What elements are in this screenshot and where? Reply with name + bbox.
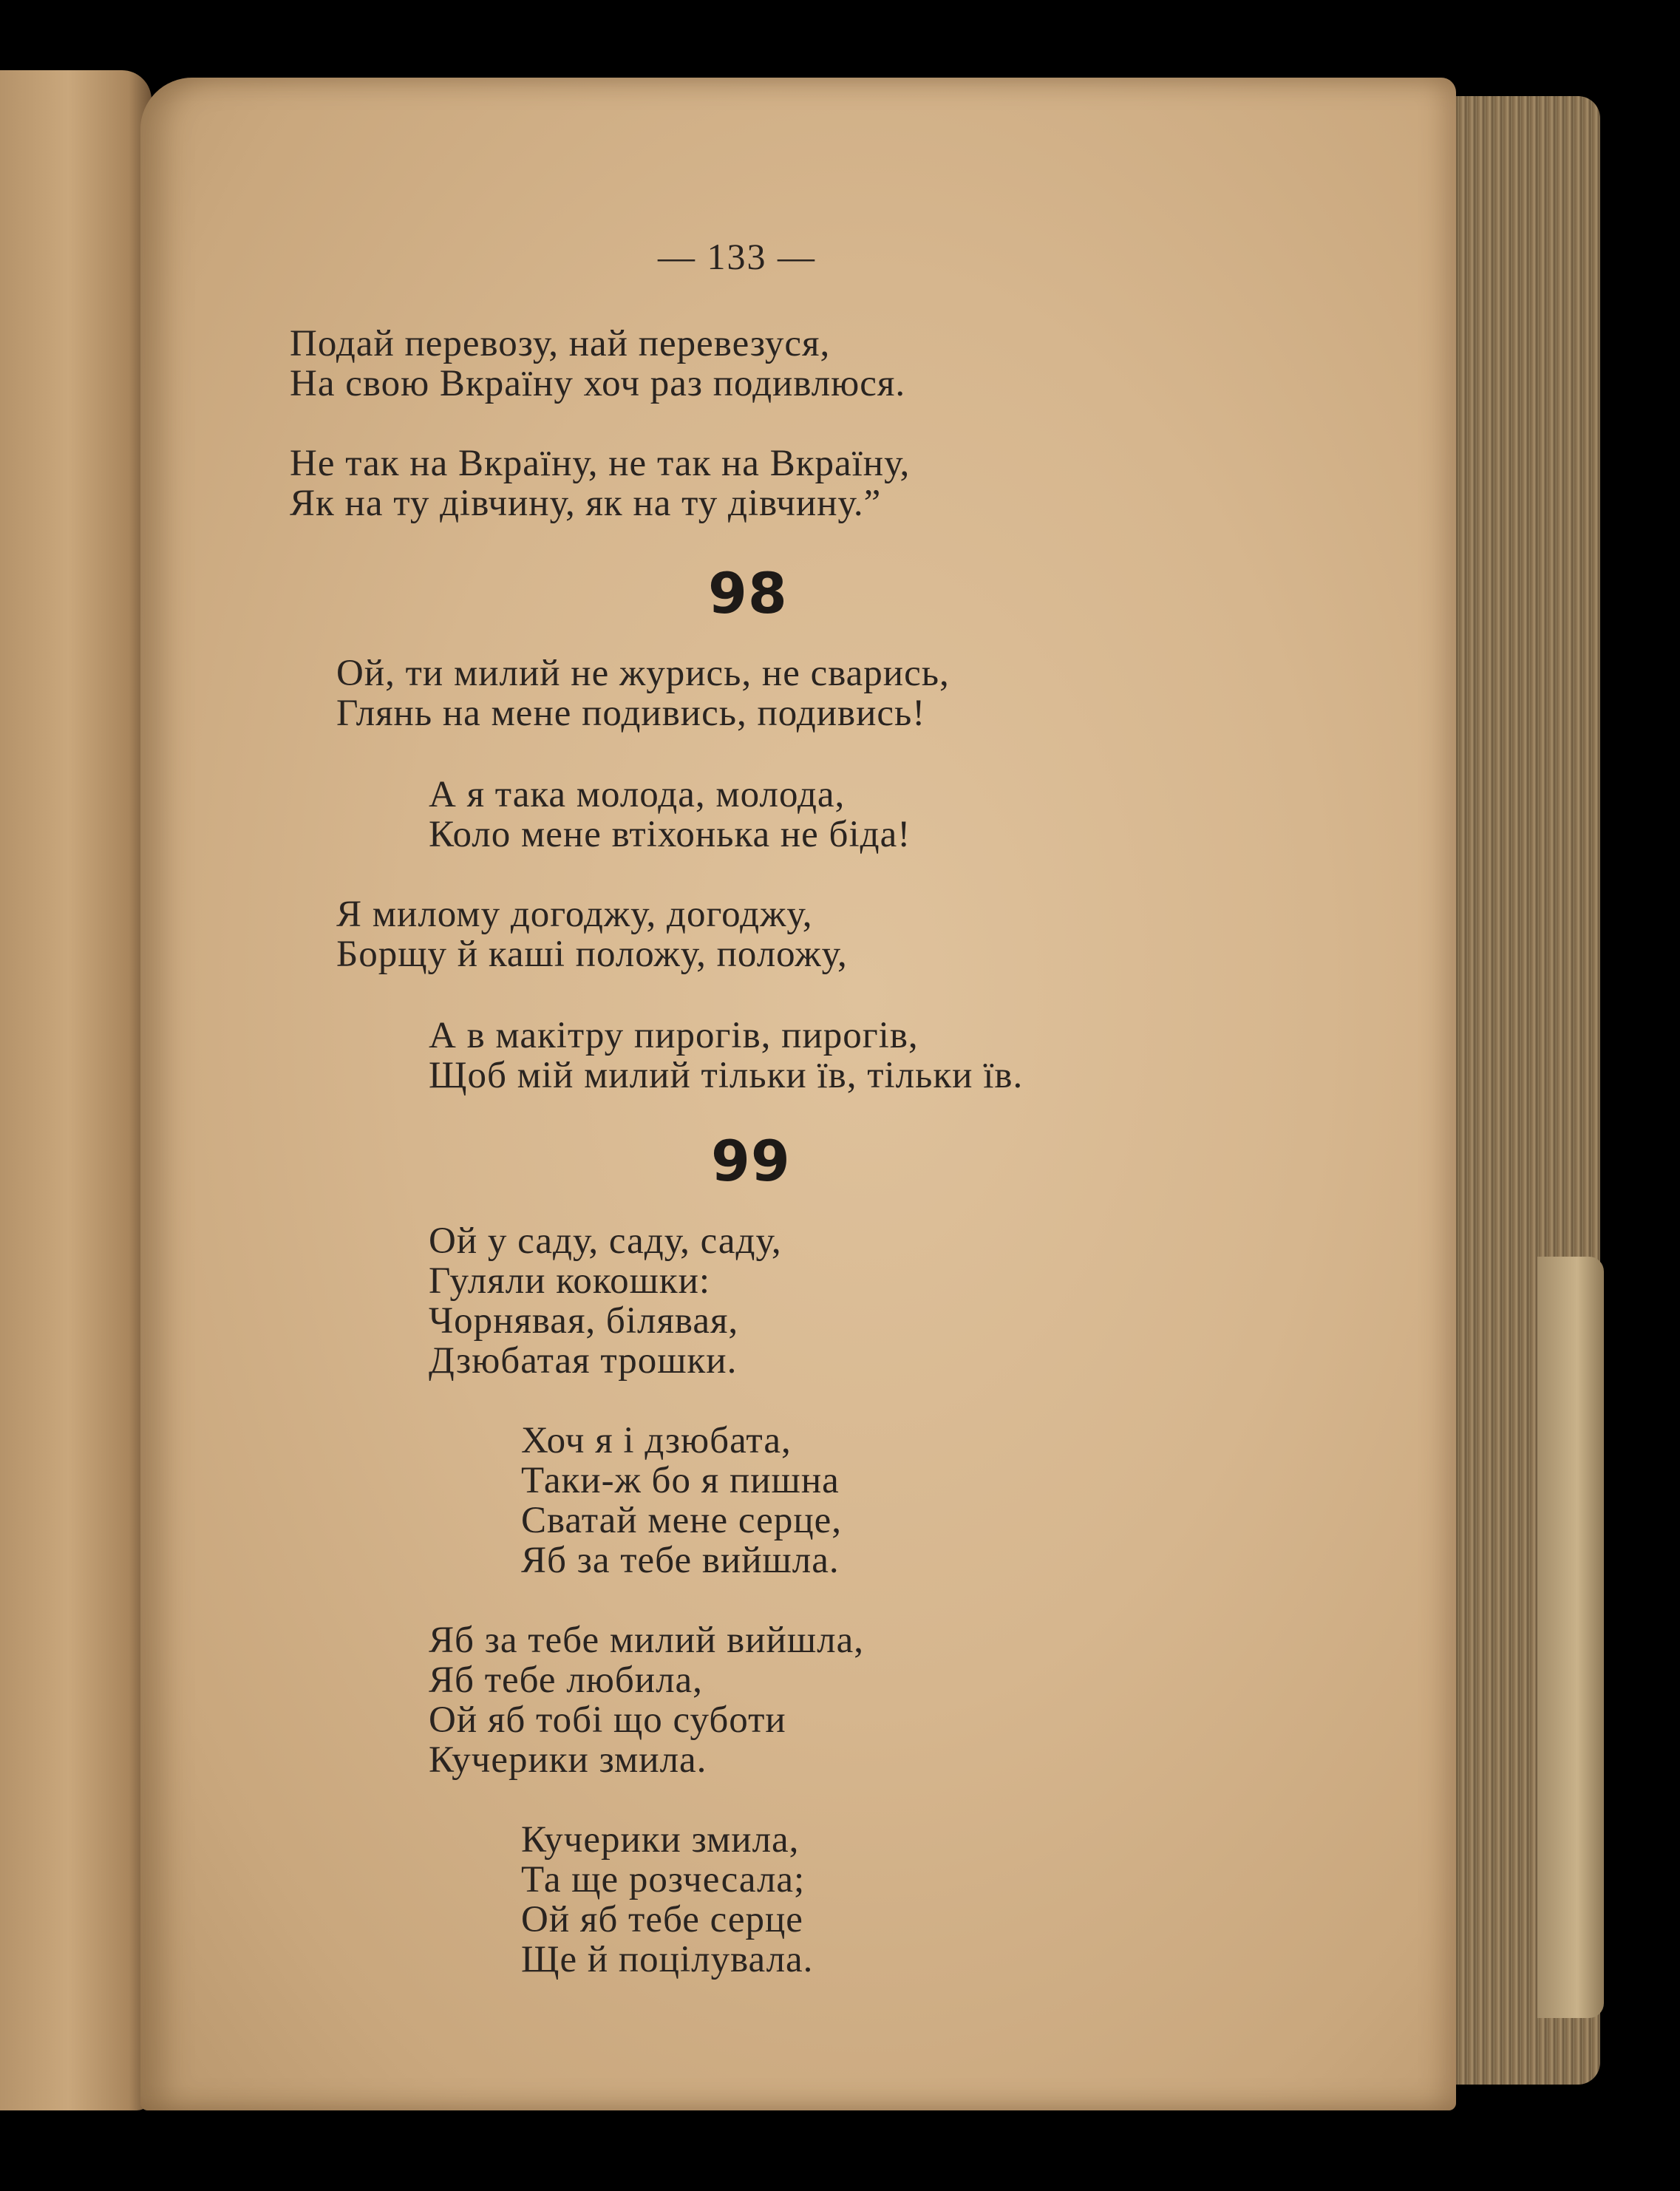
page-number: — 133 — xyxy=(658,236,816,277)
song-number-98: 98 xyxy=(708,560,788,626)
verse-line: Ой у саду, саду, саду, xyxy=(429,1220,782,1262)
page-edges-lower xyxy=(1537,1257,1604,2018)
verse-line: Таки-ж бо я пишна xyxy=(521,1460,840,1501)
verse-line: Як на ту дівчину, як на ту дівчину.” xyxy=(290,483,882,524)
left-facing-page xyxy=(0,70,152,2110)
song-number-99: 99 xyxy=(711,1128,791,1194)
verse-line: Коло мене втіхонька не біда! xyxy=(429,814,911,855)
verse-line: Щоб мій милий тільки їв, тільки їв. xyxy=(429,1055,1024,1096)
verse-line: Ой, ти милий не журись, не сварись, xyxy=(336,653,950,694)
verse-line: Не так на Вкраїну, не так на Вкраїну, xyxy=(290,443,911,484)
verse-line: Ой яб тебе серце xyxy=(521,1899,803,1940)
verse-line: Яб за тебе вийшла. xyxy=(521,1540,840,1581)
verse-line: Сватай мене серце, xyxy=(521,1500,842,1541)
verse-line: Дзюбатая трошки. xyxy=(429,1340,738,1382)
verse-line: Хоч я і дзюбата, xyxy=(521,1420,792,1461)
verse-line: Чорнявая, білявая, xyxy=(429,1300,739,1342)
verse-line: Подай перевозу, най перевезуся, xyxy=(290,323,831,364)
verse-line: Яб за тебе милий вийшла, xyxy=(429,1620,864,1661)
verse-line: Ще й поцілувала. xyxy=(521,1939,814,1980)
verse-line: Яб тебе любила, xyxy=(429,1660,703,1701)
verse-line: Глянь на мене подивись, подивись! xyxy=(336,693,926,734)
verse-line: Ой яб тобі що суботи xyxy=(429,1699,786,1741)
verse-line: Борщу й каші положу, положу, xyxy=(336,934,848,975)
verse-line: На свою Вкраїну хоч раз подивлюся. xyxy=(290,363,906,404)
verse-line: А в макітру пирогів, пирогів, xyxy=(429,1015,919,1056)
verse-line: А я така молода, молода, xyxy=(429,774,846,815)
verse-line: Я милому догоджу, догоджу, xyxy=(336,894,813,935)
verse-line: Кучерики змила, xyxy=(521,1819,800,1861)
verse-line: Кучерики змила. xyxy=(429,1739,707,1781)
verse-line: Та ще розчесала; xyxy=(521,1859,806,1900)
verse-line: Гуляли кокошки: xyxy=(429,1260,711,1302)
